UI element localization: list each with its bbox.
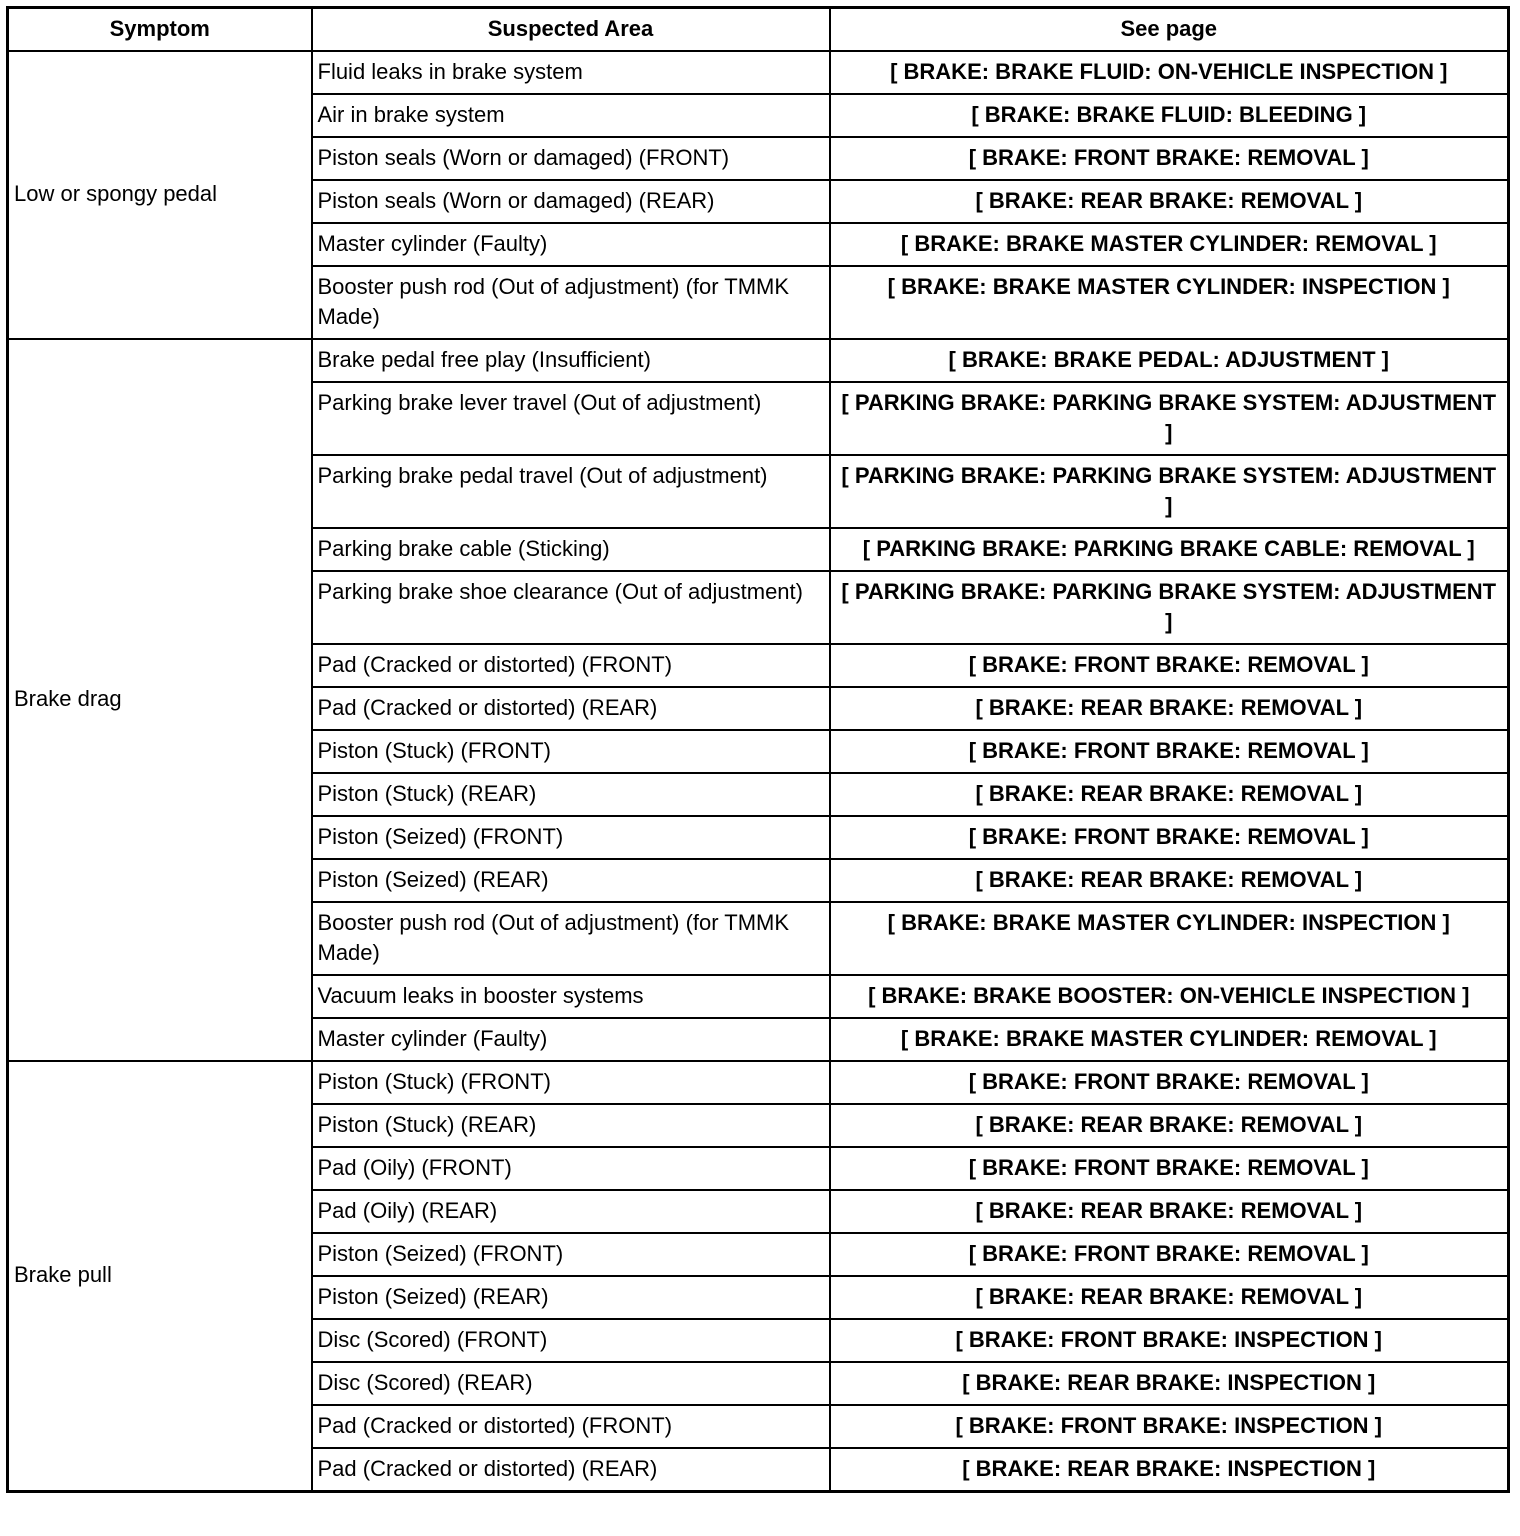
- header-row: [8, 8, 1509, 51]
- table-body: [8, 51, 1509, 1492]
- suspected-area-cell: Parking brake shoe clearance (Out of adjustment): [312, 571, 830, 644]
- diagnosis-table: [6, 6, 1510, 1493]
- suspected-area-cell: Master cylinder (Faulty): [312, 223, 830, 266]
- symptom-cell: Brake drag: [8, 339, 312, 1061]
- see-page-reference[interactable]: [ PARKING BRAKE: PARKING BRAKE SYSTEM: ADJUSTMENT ]: [830, 455, 1509, 528]
- suspected-area-cell: Booster push rod (Out of adjustment) (for TMMK Made): [312, 266, 830, 339]
- header-suspected-area: Suspected Area: [312, 8, 830, 51]
- see-page-reference[interactable]: [ BRAKE: FRONT BRAKE: INSPECTION ]: [830, 1319, 1509, 1362]
- suspected-area-cell: Piston (Stuck) (FRONT): [312, 1061, 830, 1104]
- table-row: [8, 1061, 1509, 1104]
- suspected-area-cell: Piston seals (Worn or damaged) (FRONT): [312, 137, 830, 180]
- suspected-area-cell: Parking brake pedal travel (Out of adjustment): [312, 455, 830, 528]
- see-page-reference[interactable]: [ PARKING BRAKE: PARKING BRAKE CABLE: REMOVAL ]: [830, 528, 1509, 571]
- see-page-reference[interactable]: [ BRAKE: REAR BRAKE: INSPECTION ]: [830, 1362, 1509, 1405]
- see-page-reference[interactable]: [ BRAKE: FRONT BRAKE: REMOVAL ]: [830, 816, 1509, 859]
- see-page-reference[interactable]: [ BRAKE: BRAKE FLUID: ON-VEHICLE INSPECTION ]: [830, 51, 1509, 94]
- suspected-area-cell: Pad (Oily) (FRONT): [312, 1147, 830, 1190]
- suspected-area-cell: Booster push rod (Out of adjustment) (for TMMK Made): [312, 902, 830, 975]
- see-page-reference[interactable]: [ BRAKE: FRONT BRAKE: INSPECTION ]: [830, 1405, 1509, 1448]
- suspected-area-cell: Pad (Cracked or distorted) (REAR): [312, 687, 830, 730]
- see-page-reference[interactable]: [ BRAKE: REAR BRAKE: REMOVAL ]: [830, 1190, 1509, 1233]
- suspected-area-cell: Master cylinder (Faulty): [312, 1018, 830, 1061]
- suspected-area-cell: Fluid leaks in brake system: [312, 51, 830, 94]
- see-page-reference[interactable]: [ BRAKE: BRAKE MASTER CYLINDER: INSPECTION ]: [830, 266, 1509, 339]
- see-page-reference[interactable]: [ BRAKE: BRAKE PEDAL: ADJUSTMENT ]: [830, 339, 1509, 382]
- table-row: [8, 51, 1509, 94]
- see-page-reference[interactable]: [ BRAKE: FRONT BRAKE: REMOVAL ]: [830, 1233, 1509, 1276]
- header-see-page: See page: [830, 8, 1509, 51]
- see-page-reference[interactable]: [ BRAKE: REAR BRAKE: REMOVAL ]: [830, 1276, 1509, 1319]
- see-page-reference[interactable]: [ BRAKE: REAR BRAKE: REMOVAL ]: [830, 1104, 1509, 1147]
- suspected-area-cell: Air in brake system: [312, 94, 830, 137]
- suspected-area-cell: Pad (Oily) (REAR): [312, 1190, 830, 1233]
- see-page-reference[interactable]: [ BRAKE: REAR BRAKE: REMOVAL ]: [830, 180, 1509, 223]
- suspected-area-cell: Parking brake lever travel (Out of adjustment): [312, 382, 830, 455]
- see-page-reference[interactable]: [ BRAKE: FRONT BRAKE: REMOVAL ]: [830, 1061, 1509, 1104]
- suspected-area-cell: Piston (Stuck) (REAR): [312, 1104, 830, 1147]
- suspected-area-cell: Piston (Stuck) (FRONT): [312, 730, 830, 773]
- see-page-reference[interactable]: [ BRAKE: BRAKE MASTER CYLINDER: INSPECTION ]: [830, 902, 1509, 975]
- suspected-area-cell: Disc (Scored) (FRONT): [312, 1319, 830, 1362]
- suspected-area-cell: Disc (Scored) (REAR): [312, 1362, 830, 1405]
- see-page-reference[interactable]: [ PARKING BRAKE: PARKING BRAKE SYSTEM: ADJUSTMENT ]: [830, 571, 1509, 644]
- suspected-area-cell: Brake pedal free play (Insufficient): [312, 339, 830, 382]
- suspected-area-cell: Piston (Seized) (REAR): [312, 859, 830, 902]
- see-page-reference[interactable]: [ BRAKE: FRONT BRAKE: REMOVAL ]: [830, 644, 1509, 687]
- suspected-area-cell: Pad (Cracked or distorted) (REAR): [312, 1448, 830, 1492]
- see-page-reference[interactable]: [ BRAKE: REAR BRAKE: REMOVAL ]: [830, 859, 1509, 902]
- symptom-cell: Brake pull: [8, 1061, 312, 1492]
- see-page-reference[interactable]: [ BRAKE: BRAKE MASTER CYLINDER: REMOVAL ]: [830, 1018, 1509, 1061]
- suspected-area-cell: Pad (Cracked or distorted) (FRONT): [312, 644, 830, 687]
- see-page-reference[interactable]: [ BRAKE: FRONT BRAKE: REMOVAL ]: [830, 137, 1509, 180]
- see-page-reference[interactable]: [ BRAKE: REAR BRAKE: INSPECTION ]: [830, 1448, 1509, 1492]
- see-page-reference[interactable]: [ BRAKE: FRONT BRAKE: REMOVAL ]: [830, 1147, 1509, 1190]
- header-symptom: Symptom: [8, 8, 312, 51]
- suspected-area-cell: Piston (Stuck) (REAR): [312, 773, 830, 816]
- table-row: [8, 339, 1509, 382]
- see-page-reference[interactable]: [ BRAKE: REAR BRAKE: REMOVAL ]: [830, 773, 1509, 816]
- see-page-reference[interactable]: [ BRAKE: BRAKE FLUID: BLEEDING ]: [830, 94, 1509, 137]
- symptom-cell: Low or spongy pedal: [8, 51, 312, 339]
- see-page-reference[interactable]: [ PARKING BRAKE: PARKING BRAKE SYSTEM: ADJUSTMENT ]: [830, 382, 1509, 455]
- see-page-reference[interactable]: [ BRAKE: BRAKE MASTER CYLINDER: REMOVAL ]: [830, 223, 1509, 266]
- suspected-area-cell: Parking brake cable (Sticking): [312, 528, 830, 571]
- suspected-area-cell: Vacuum leaks in booster systems: [312, 975, 830, 1018]
- see-page-reference[interactable]: [ BRAKE: BRAKE BOOSTER: ON-VEHICLE INSPECTION ]: [830, 975, 1509, 1018]
- suspected-area-cell: Pad (Cracked or distorted) (FRONT): [312, 1405, 830, 1448]
- see-page-reference[interactable]: [ BRAKE: FRONT BRAKE: REMOVAL ]: [830, 730, 1509, 773]
- see-page-reference[interactable]: [ BRAKE: REAR BRAKE: REMOVAL ]: [830, 687, 1509, 730]
- suspected-area-cell: Piston (Seized) (REAR): [312, 1276, 830, 1319]
- suspected-area-cell: Piston seals (Worn or damaged) (REAR): [312, 180, 830, 223]
- suspected-area-cell: Piston (Seized) (FRONT): [312, 1233, 830, 1276]
- suspected-area-cell: Piston (Seized) (FRONT): [312, 816, 830, 859]
